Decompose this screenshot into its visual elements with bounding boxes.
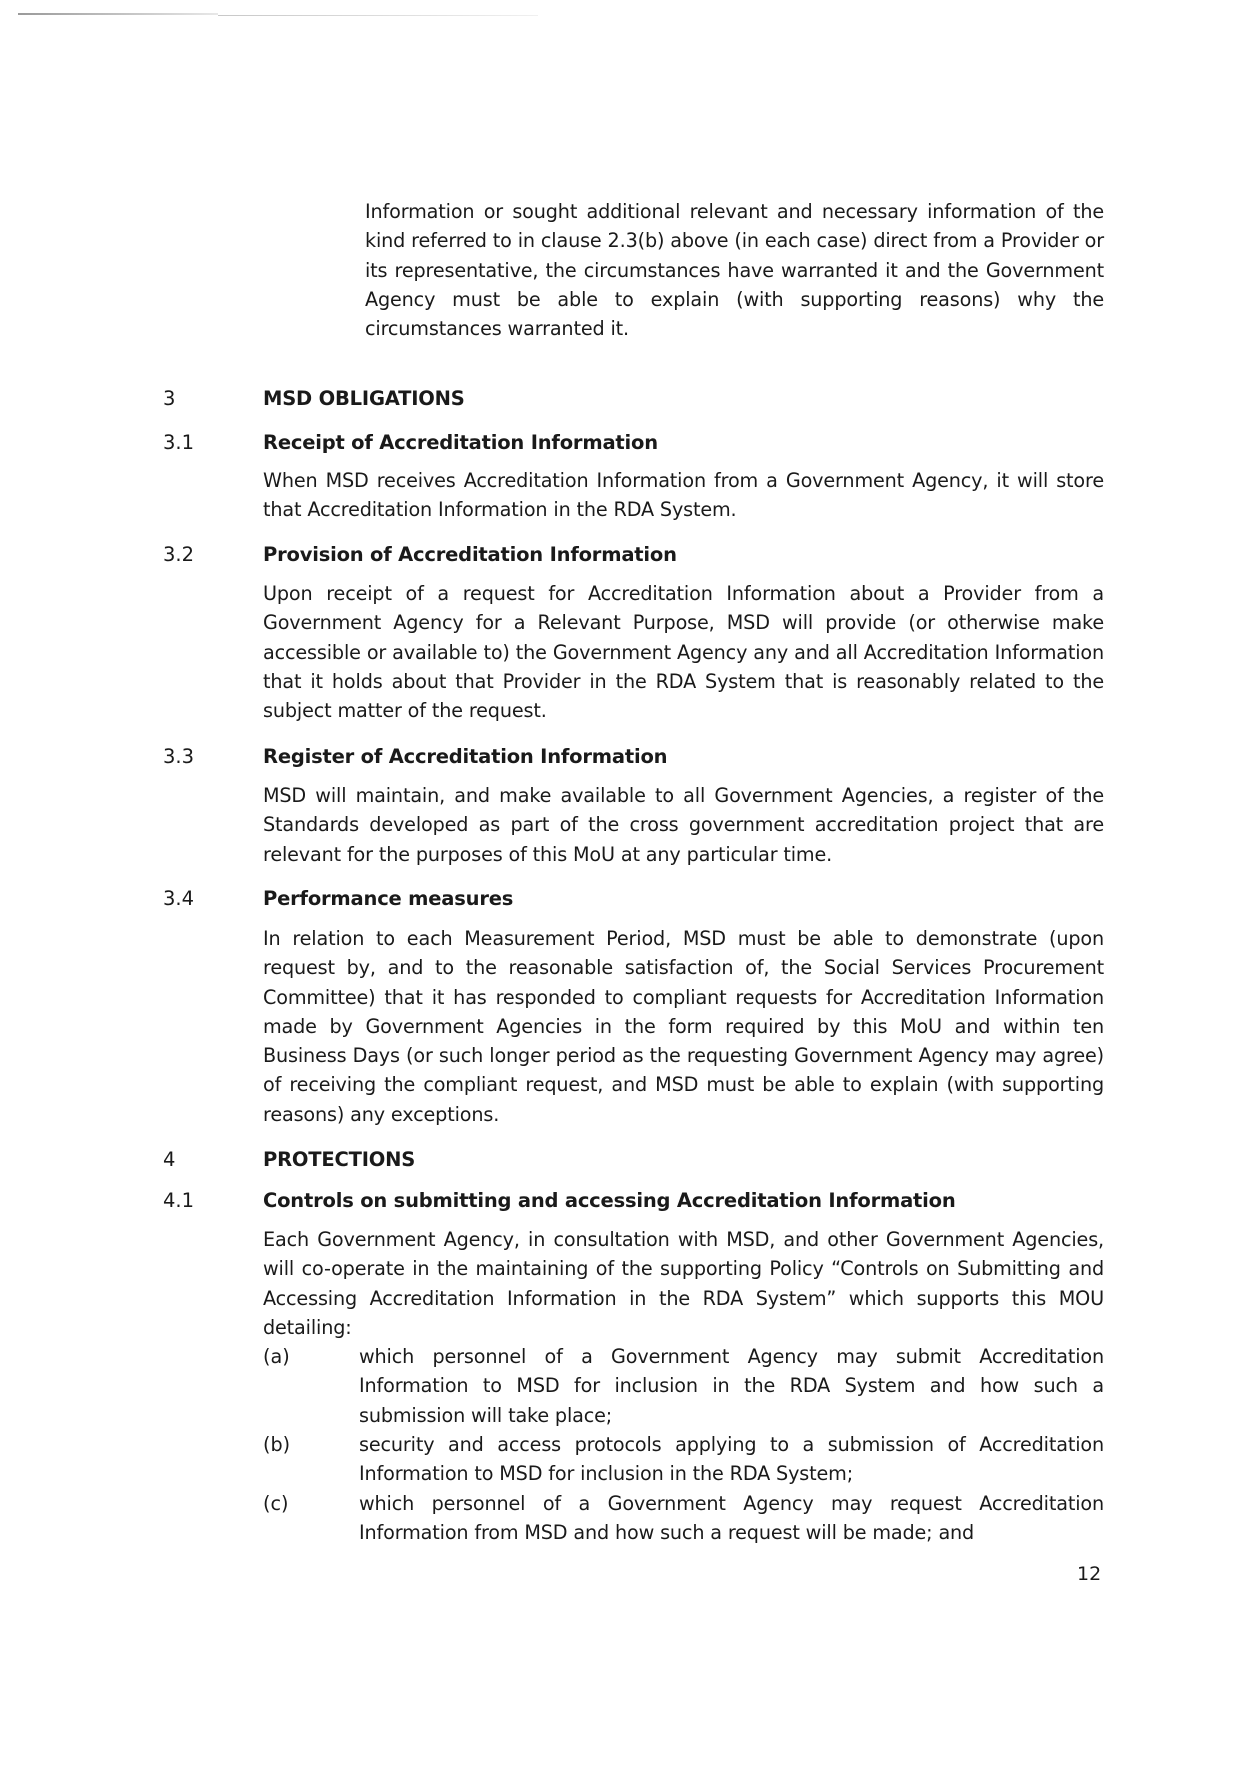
subsection-number: 3.4 — [163, 887, 195, 910]
list-item-label: (b) — [263, 1433, 291, 1456]
subsection-number: 3.3 — [163, 745, 195, 768]
section-title: MSD OBLIGATIONS — [263, 387, 465, 410]
page-number: 12 — [1077, 1563, 1102, 1585]
subsection-body-4-1: Each Government Agency, in consultation with MSD, and other Government Agencies, will co-operate in the maintaining of the supporting Policy “Controls on Submitting and Accessing Accreditation Information in the RDA System” which supports this MOU detailing: — [263, 1228, 1104, 1339]
list-item-text: which personnel of a Government Agency may request Accreditation Information from MSD and how such a request will be made; and — [359, 1492, 1104, 1545]
list-item-label: (c) — [263, 1492, 289, 1515]
subsection-body-3-3: MSD will maintain, and make available to all Government Agencies, a register of the Standards developed as part of the cross government accreditation project that are relevant for the purposes of this MoU at any particular time. — [263, 784, 1104, 866]
continuation-paragraph: Information or sought additional relevant and necessary information of the kind referred to in clause 2.3(b) above (in each case) direct from a Provider or its representative, the circumstances have warranted it and the Government Agency must be able to explain (with supporting reasons) why the circumstances warranted it. — [365, 200, 1104, 341]
list-item-text: which personnel of a Government Agency may submit Accreditation Information to MSD for inclusion in the RDA System and how such a submission will take place; — [359, 1345, 1104, 1427]
subsection-title: Performance measures — [263, 887, 514, 910]
section-number: 4 — [163, 1148, 176, 1171]
subsection-number: 4.1 — [163, 1189, 195, 1212]
subsection-title: Controls on submitting and accessing Accreditation Information — [263, 1189, 956, 1212]
subsection-title: Provision of Accreditation Information — [263, 543, 677, 566]
section-number: 3 — [163, 387, 176, 410]
list-item-text: security and access protocols applying to a submission of Accreditation Information to MSD for inclusion in the RDA System; — [359, 1433, 1104, 1486]
subsection-number: 3.1 — [163, 431, 195, 454]
subsection-body-3-1: When MSD receives Accreditation Information from a Government Agency, it will store that Accreditation Information in the RDA System. — [263, 469, 1104, 522]
subsection-title: Register of Accreditation Information — [263, 745, 668, 768]
scan-artifact-line — [218, 15, 538, 16]
subsection-body-3-4: In relation to each Measurement Period, MSD must be able to demonstrate (upon request by, and to the reasonable satisfaction of, the Social Services Procurement Committee) that it has responded to compliant requests for Accreditation Information made by Government Agencies in the form required by this MoU and within ten Business Days (or such longer period as the requesting Government Agency may agree) of receiving the compliant request, and MSD must be able to explain (with supporting reasons) any exceptions. — [263, 927, 1104, 1126]
section-title: PROTECTIONS — [263, 1148, 416, 1171]
subsection-title: Receipt of Accreditation Information — [263, 431, 658, 454]
list-item-label: (a) — [263, 1345, 290, 1368]
scan-artifact-line — [18, 13, 218, 15]
subsection-body-3-2: Upon receipt of a request for Accreditation Information about a Provider from a Government Agency for a Relevant Purpose, MSD will provide (or otherwise make accessible or available to) the Government Agency any and all Accreditation Information that it holds about that Provider in the RDA System that is reasonably related to the subject matter of the request. — [263, 582, 1104, 723]
subsection-number: 3.2 — [163, 543, 195, 566]
